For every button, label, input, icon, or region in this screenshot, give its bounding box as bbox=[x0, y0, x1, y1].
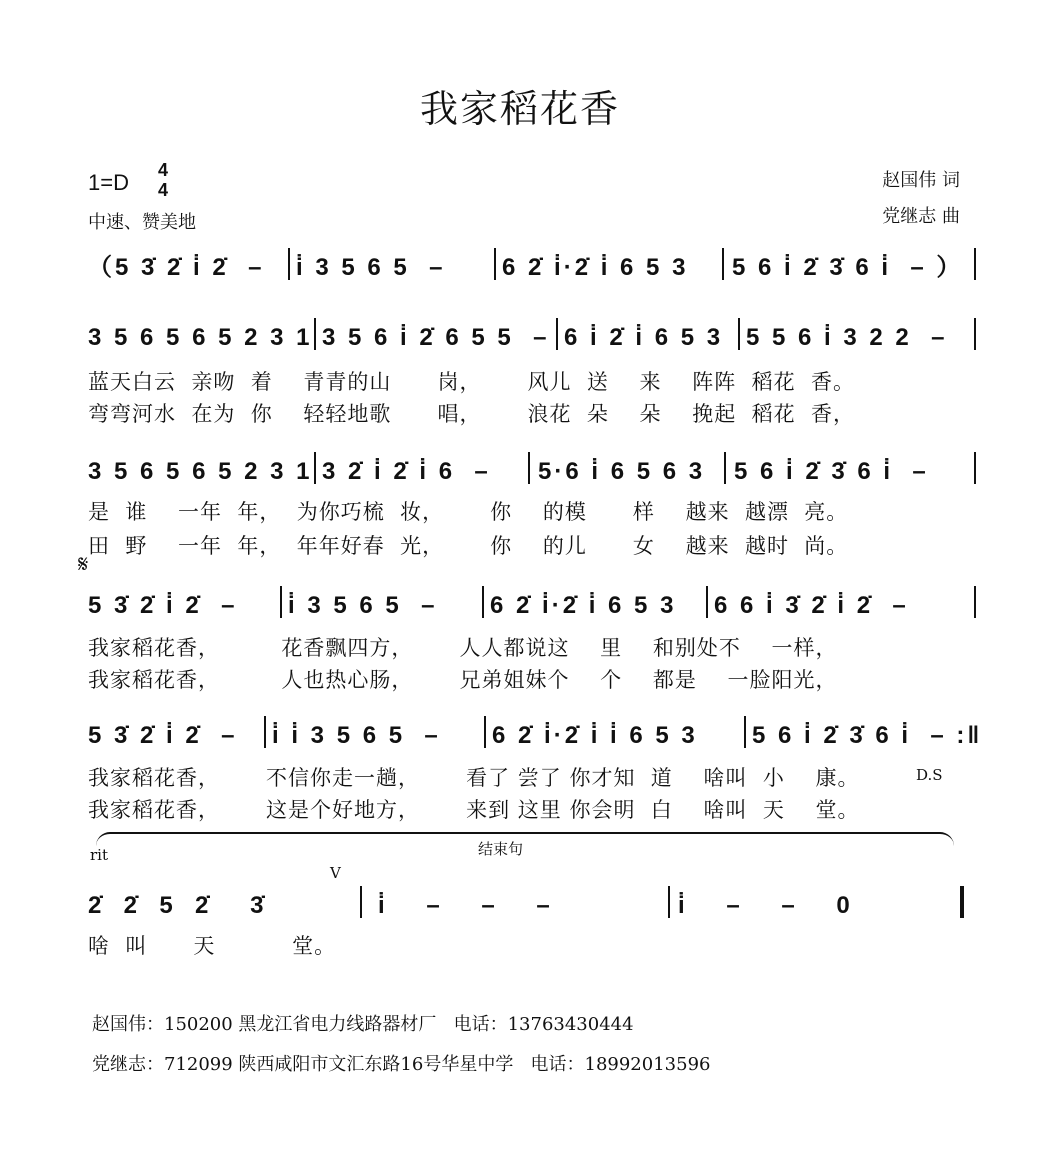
breath-mark: V bbox=[330, 864, 341, 882]
composer-credit: 党继志 曲 bbox=[882, 206, 960, 227]
measure bbox=[490, 580, 676, 620]
notes: i̇ – – 0 bbox=[678, 892, 853, 919]
score-row-4 bbox=[88, 710, 983, 750]
final-bar-line bbox=[960, 886, 964, 918]
bar-line bbox=[314, 452, 316, 484]
lyrics-verse2: 弯弯河水 在为 你 轻轻地歌 唱， 浪花 朵 朵 挽起 稻花 香， bbox=[88, 402, 855, 426]
notes: 3 5 6 5 6 5 2 3 1 bbox=[88, 324, 313, 351]
lyrics-verse1: 我家稻花香， 花香飘四方， 人人都说这 里 和别处不 一样， bbox=[88, 636, 838, 660]
bar-line bbox=[484, 716, 486, 748]
lyrics-verse2: 田 野 一年 年， 年年好春 光， 你 的儿 女 越来 越时 尚。 bbox=[88, 534, 849, 558]
measure bbox=[88, 580, 237, 620]
notes: 3 5 6 i̇ 2̇ 6 5 5 – bbox=[322, 324, 550, 351]
notes: 5 3̇ 2̇ i̇ 2̇ – bbox=[88, 722, 238, 749]
measure bbox=[502, 242, 688, 282]
composer-contact: 党继志：712099 陕西咸阳市文汇东路16号华星中学 电话：18992013596 bbox=[92, 1054, 711, 1075]
notes: 5 5 6 i̇ 3 2 2 – bbox=[746, 324, 948, 351]
measure bbox=[272, 710, 441, 750]
bar-line bbox=[974, 586, 976, 618]
segno-icon: 𝄋 bbox=[78, 550, 89, 578]
bar-line bbox=[974, 452, 976, 484]
lyricist-contact: 赵国伟：150200 黑龙江省电力线路器材厂 电话：13763430444 bbox=[92, 1014, 634, 1035]
notes: 5 3̇ 2̇ i̇ 2̇ – bbox=[88, 592, 238, 619]
ending-label: 结束句 bbox=[478, 840, 524, 858]
lyrics-verse2: 我家稻花香， 这是个好地方， 来到 这里 你会明 白 啥叫 天 堂。 bbox=[88, 798, 860, 822]
lyricist-credit: 赵国伟 词 bbox=[882, 170, 960, 191]
meter-bottom: 4 bbox=[157, 180, 168, 200]
bar-line bbox=[974, 318, 976, 350]
time-signature bbox=[152, 160, 174, 200]
notes: 5 6 i̇ 2̇ 3̇ 6 i̇ – bbox=[734, 458, 929, 485]
measure bbox=[88, 312, 312, 352]
lyrics-verse1: 蓝天白云 亲吻 着 青青的山 岗， 风儿 送 来 阵阵 稻花 香。 bbox=[88, 370, 855, 394]
notes: 6 2̇ i̇·2̇ i̇ i̇ 6 5 3 bbox=[492, 722, 698, 749]
lyrics-verse2: 我家稻花香， 人也热心肠， 兄弟姐妹个 个 都是 一脸阳光， bbox=[88, 668, 838, 692]
measure bbox=[88, 710, 237, 750]
measure bbox=[714, 580, 909, 620]
notes: i̇ i̇ 3 5 6 5 – bbox=[272, 722, 441, 749]
lyrics-verse1: 我家稻花香， 不信你走一趟， 看了 尝了 你才知 道 啥叫 小 康。 bbox=[88, 766, 860, 790]
notes: 5 6 i̇ 2̇ 3̇ 6 i̇ – :‖ bbox=[752, 722, 983, 749]
bar-line bbox=[744, 716, 746, 748]
measure bbox=[322, 312, 549, 352]
score-row-3 bbox=[88, 580, 978, 620]
measure bbox=[88, 880, 266, 920]
notes: 5·6 i̇ 6 5 6 3 bbox=[538, 458, 706, 485]
bar-line bbox=[314, 318, 316, 350]
score-row-coda bbox=[88, 880, 978, 920]
measure bbox=[732, 242, 963, 282]
notes: i̇ 3 5 6 5 – bbox=[288, 592, 438, 619]
score-row-intro bbox=[88, 242, 978, 282]
measure bbox=[88, 446, 312, 486]
bar-line bbox=[556, 318, 558, 350]
notes: i̇ 3 5 6 5 – bbox=[296, 254, 446, 281]
notes: （5 3̇ 2̇ i̇ 2̇ – bbox=[88, 254, 265, 281]
notes: 3 5 6 5 6 5 2 3 1 bbox=[88, 458, 313, 485]
notes: 6 2̇ i̇·2̇ i̇ 6 5 3 bbox=[502, 254, 689, 281]
score-row-1 bbox=[88, 312, 978, 352]
measure bbox=[678, 880, 853, 920]
notes: 2̇ 2̇ 5 2̇ 3̇ bbox=[88, 892, 267, 919]
meter-top: 4 bbox=[157, 160, 168, 180]
key-signature: 1=D bbox=[88, 170, 129, 195]
bar-line bbox=[738, 318, 740, 350]
bar-line bbox=[360, 886, 362, 918]
score-row-2 bbox=[88, 446, 978, 486]
song-title: 我家稻花香 bbox=[419, 87, 620, 131]
lyrics-coda: 啥 叫 天 堂。 bbox=[88, 934, 337, 958]
measure bbox=[288, 580, 437, 620]
dal-segno-marking: D.S bbox=[916, 766, 943, 784]
bar-line bbox=[482, 586, 484, 618]
measure bbox=[378, 880, 553, 920]
lyrics-verse1: 是 谁 一年 年， 为你巧梳 妆， 你 的模 样 越来 越漂 亮。 bbox=[88, 500, 849, 524]
bar-line bbox=[722, 248, 724, 280]
rit-bracket bbox=[96, 832, 954, 848]
bar-line bbox=[288, 248, 290, 280]
tempo-marking: 中速、赞美地 bbox=[88, 212, 196, 233]
bar-line bbox=[724, 452, 726, 484]
notes: 6 i̇ 2̇ i̇ 6 5 3 bbox=[564, 324, 724, 351]
measure bbox=[752, 710, 982, 750]
measure bbox=[564, 312, 723, 352]
notes: 6 6 i̇ 3̇ 2̇ i̇ 2̇ – bbox=[714, 592, 909, 619]
bar-line bbox=[668, 886, 670, 918]
measure bbox=[322, 446, 491, 486]
bar-line bbox=[494, 248, 496, 280]
measure bbox=[538, 446, 705, 486]
bar-line bbox=[974, 248, 976, 280]
measure bbox=[746, 312, 947, 352]
measure bbox=[88, 242, 264, 282]
notes: i̇ – – – bbox=[378, 892, 553, 919]
measure bbox=[296, 242, 445, 282]
notes: 6 2̇ i̇·2̇ i̇ 6 5 3 bbox=[490, 592, 677, 619]
rit-marking: rit bbox=[90, 846, 108, 864]
bar-line bbox=[528, 452, 530, 484]
notes: 3 2̇ i̇ 2̇ i̇ 6 – bbox=[322, 458, 491, 485]
measure bbox=[492, 710, 698, 750]
bar-line bbox=[280, 586, 282, 618]
notes: 5 6 i̇ 2̇ 3̇ 6 i̇ – ） bbox=[732, 254, 964, 281]
bar-line bbox=[264, 716, 266, 748]
measure bbox=[734, 446, 929, 486]
bar-line bbox=[706, 586, 708, 618]
